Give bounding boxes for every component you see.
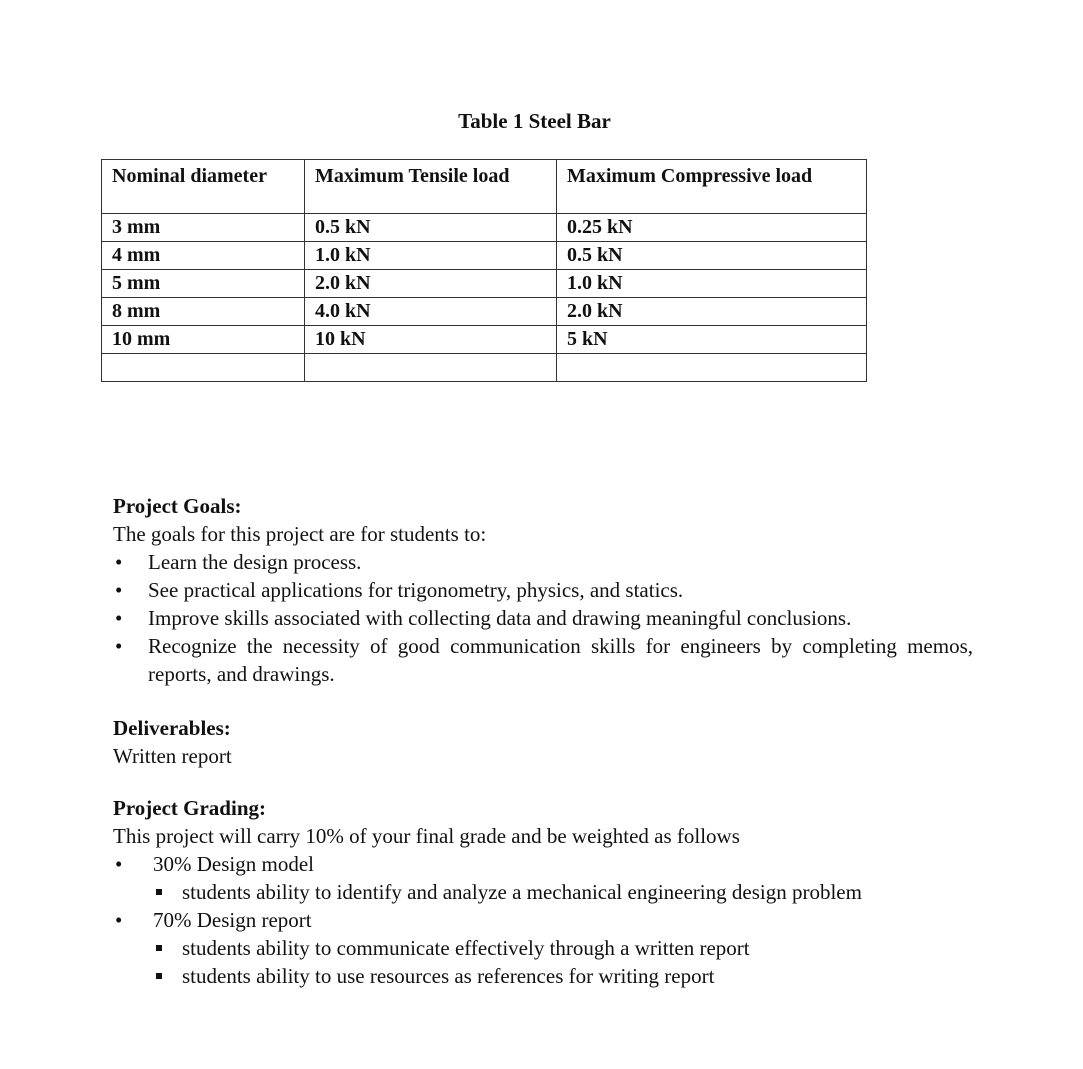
goal-text: Recognize the necessity of good communication skills for engineers by completing memos, reports, and drawings. [148,634,973,686]
grading-item-label: 70% Design report [153,908,312,932]
cell-tensile: 2.0 kN [305,270,557,298]
table-row [102,214,867,242]
cell-compressive: 1.0 kN [557,270,867,298]
table-caption: Table 1 Steel Bar [458,109,611,133]
cell-compressive: 2.0 kN [557,298,867,326]
bullet-icon: • [115,578,123,602]
header-nominal-diameter: Nominal diameter [102,160,305,214]
bullet-icon: • [115,606,123,630]
grading-sublist [153,934,973,990]
list-item [113,850,973,906]
list-item [113,906,973,990]
steel-bar-table [101,159,867,382]
cell-diameter: 8 mm [102,298,305,326]
deliverables-section [113,714,973,770]
cell-compressive: 5 kN [557,326,867,354]
project-goals-heading: Project Goals: [113,494,242,518]
cell-compressive: 0.25 kN [557,214,867,242]
square-bullet-icon [156,973,162,979]
sub-item-text: students ability to use resources as references for writing report [182,964,715,988]
project-goals-section [113,492,973,688]
cell-diameter: 5 mm [102,270,305,298]
table-row [102,298,867,326]
cell-tensile: 10 kN [305,326,557,354]
project-grading-intro: This project will carry 10% of your final grade and be weighted as follows [113,824,740,848]
cell-tensile: 4.0 kN [305,298,557,326]
square-bullet-icon [156,945,162,951]
deliverables-text: Written report [113,744,232,768]
project-goals-intro: The goals for this project are for students to: [113,522,487,546]
sub-list-item [153,962,973,990]
table-row [102,270,867,298]
list-item [113,548,973,576]
list-item [113,632,973,688]
header-max-tensile-load: Maximum Tensile load [305,160,557,214]
cell-diameter: 3 mm [102,214,305,242]
cell-diameter: 10 mm [102,326,305,354]
goal-text: See practical applications for trigonometry, physics, and statics. [148,578,684,602]
bullet-icon: • [115,852,123,876]
sub-list-item [153,878,973,906]
cell-tensile: 1.0 kN [305,242,557,270]
table-row-empty [102,354,867,382]
cell-diameter [102,354,305,382]
grading-item-label: 30% Design model [153,852,314,876]
grading-list [113,850,973,990]
list-item [113,576,973,604]
cell-diameter: 4 mm [102,242,305,270]
sub-item-text: students ability to identify and analyze a mechanical engineering design problem [182,880,862,904]
bullet-icon: • [115,634,123,658]
cell-tensile: 0.5 kN [305,214,557,242]
header-max-compressive-load: Maximum Compressive load [557,160,867,214]
project-grading-heading: Project Grading: [113,796,266,820]
cell-compressive: 0.5 kN [557,242,867,270]
square-bullet-icon [156,889,162,895]
cell-tensile [305,354,557,382]
list-item [113,604,973,632]
table-row [102,242,867,270]
project-grading-section [113,794,973,990]
sub-item-text: students ability to communicate effectively through a written report [182,936,750,960]
goal-text: Improve skills associated with collecting data and drawing meaningful conclusions. [148,606,852,630]
table-header-row [102,160,867,214]
goal-text: Learn the design process. [148,550,362,574]
sub-list-item [153,934,973,962]
project-goals-list [113,548,973,688]
bullet-icon: • [115,550,123,574]
grading-sublist [153,878,973,906]
deliverables-heading: Deliverables: [113,716,231,740]
table-row [102,326,867,354]
bullet-icon: • [115,908,123,932]
cell-compressive [557,354,867,382]
